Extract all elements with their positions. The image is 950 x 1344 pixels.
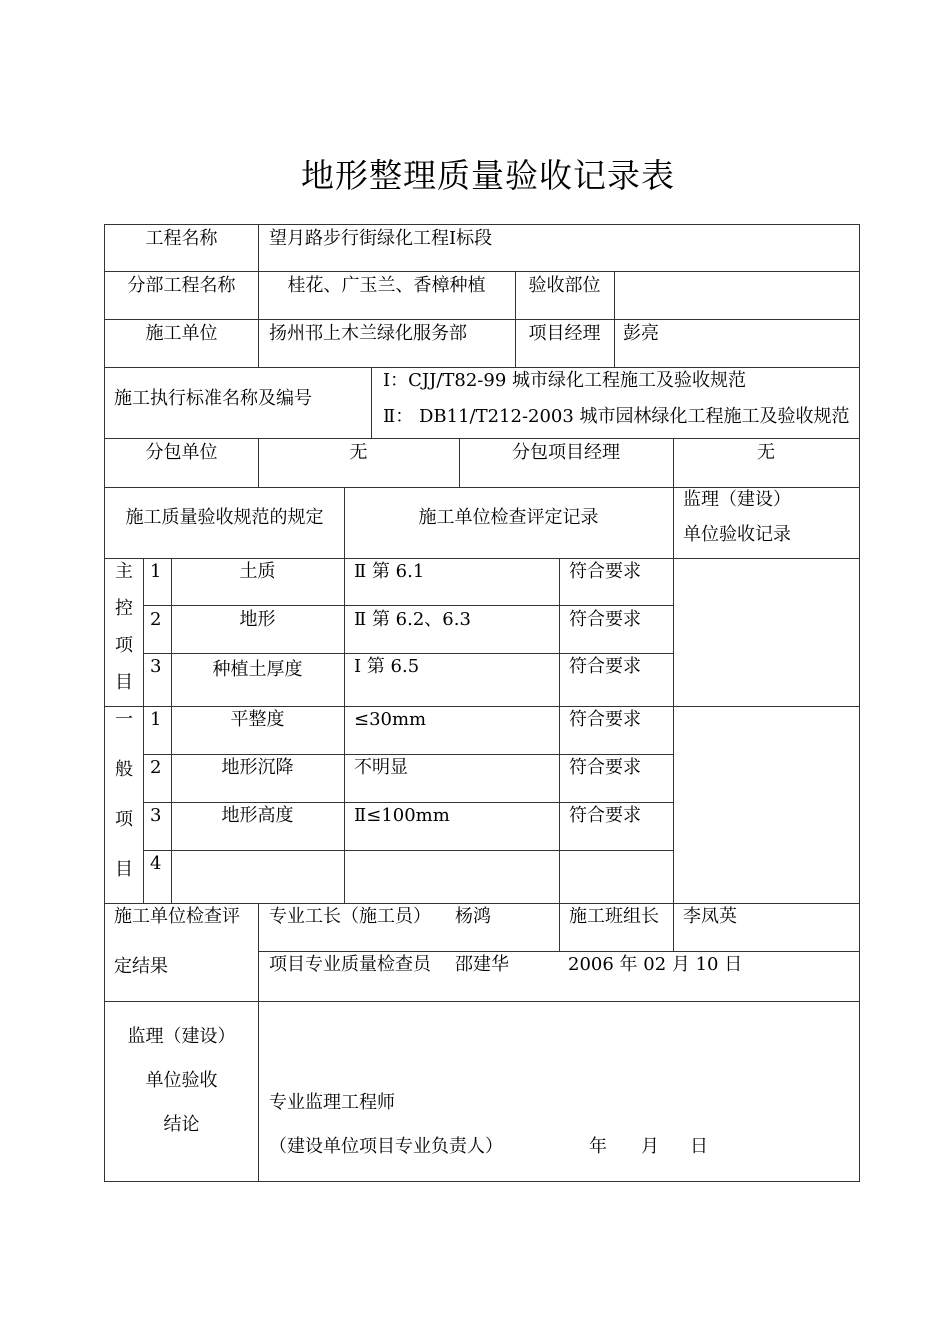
sign-day: 日 — [690, 1136, 708, 1157]
acceptance-part-label: 验收部位 — [528, 275, 601, 296]
general-group-char: 一 — [115, 709, 133, 730]
acceptance-form — [104, 224, 860, 1182]
inspector-label: 项目专业质量检查员 — [269, 954, 431, 975]
standard-label: 施工执行标准名称及编号 — [114, 388, 312, 409]
project-name-label: 工程名称 — [145, 228, 218, 249]
col-supervisor-header-1: 监理（建设） — [683, 489, 791, 510]
row-spec: Ⅱ 第 6.2、6.3 — [354, 609, 471, 630]
row-number: 1 — [150, 709, 162, 730]
main-group-char: 项 — [115, 635, 133, 656]
row-spec: Ⅰ 第 6.5 — [354, 656, 420, 677]
row-number: 2 — [150, 757, 162, 778]
subproject-label: 分部工程名称 — [127, 275, 236, 296]
project-manager-label: 项目经理 — [528, 323, 601, 344]
subproject-value: 桂花、广玉兰、香樟种植 — [287, 275, 486, 296]
general-group-char: 目 — [115, 859, 133, 880]
foreman-value: 杨鸿 — [455, 906, 491, 927]
foreman-label: 专业工长（施工员） — [269, 906, 431, 927]
row-number: 3 — [150, 656, 162, 677]
main-group-char: 主 — [115, 561, 133, 582]
sub-unit-value: 无 — [349, 442, 368, 463]
team-leader-label: 施工班组长 — [569, 906, 659, 927]
page-title: 地形整理质量验收记录表 — [301, 156, 675, 195]
project-manager-value: 彭亮 — [623, 323, 659, 344]
sub-unit-label: 分包单位 — [145, 442, 218, 463]
standard-1: Ⅰ：CJJ/T82-99 城市绿化工程施工及验收规范 — [383, 370, 746, 391]
row-number: 2 — [150, 609, 162, 630]
inspection-label-2: 定结果 — [114, 956, 168, 977]
team-leader-value: 李凤英 — [683, 906, 737, 927]
row-spec: ≤30mm — [354, 709, 427, 730]
sign-month: 月 — [641, 1136, 659, 1157]
standard-2: Ⅱ： DB11/T212-2003 城市园林绿化工程施工及验收规范 — [383, 406, 850, 427]
row-item: 土质 — [239, 561, 276, 582]
inspection-date: 2006 年 02 月 10 日 — [568, 954, 743, 975]
general-group-char: 般 — [115, 759, 133, 780]
row-result: 符合要求 — [569, 757, 641, 778]
main-group-char: 目 — [115, 672, 133, 693]
row-result: 符合要求 — [569, 805, 641, 826]
row-number: 1 — [150, 561, 162, 582]
conclusion-label-2: 单位验收 — [145, 1070, 218, 1091]
project-name-value: 望月路步行街绿化工程Ⅰ标段 — [269, 228, 493, 249]
owner-representative-label: （建设单位项目专业负责人） — [269, 1136, 503, 1157]
sub-pm-value: 无 — [757, 442, 775, 463]
row-result: 符合要求 — [569, 709, 641, 730]
col-supervisor-header-2: 单位验收记录 — [683, 524, 791, 545]
row-number: 3 — [150, 805, 162, 826]
row-result: 符合要求 — [569, 561, 641, 582]
contractor-value: 扬州邗上木兰绿化服务部 — [269, 323, 467, 344]
col-record-header: 施工单位检查评定记录 — [418, 507, 599, 528]
general-group-char: 项 — [115, 809, 133, 830]
conclusion-label-3: 结论 — [163, 1114, 200, 1135]
sub-pm-label: 分包项目经理 — [512, 442, 620, 463]
row-item: 地形沉降 — [221, 757, 294, 778]
inspector-value: 邵建华 — [455, 954, 509, 975]
row-item: 地形高度 — [221, 805, 294, 826]
conclusion-label-1: 监理（建设） — [127, 1026, 236, 1047]
row-number: 4 — [150, 853, 162, 874]
row-result: 符合要求 — [569, 656, 641, 677]
row-spec: Ⅱ≤100mm — [354, 805, 450, 826]
row-spec: Ⅱ 第 6.1 — [354, 561, 425, 582]
contractor-label: 施工单位 — [145, 323, 218, 344]
row-item: 种植土厚度 — [212, 659, 303, 680]
supervising-engineer-label: 专业监理工程师 — [269, 1092, 395, 1113]
main-group-char: 控 — [115, 598, 133, 619]
row-item: 平整度 — [230, 709, 285, 730]
row-item: 地形 — [239, 609, 276, 630]
row-spec: 不明显 — [354, 757, 408, 778]
sign-year: 年 — [589, 1136, 607, 1157]
inspection-label-1: 施工单位检查评 — [114, 906, 240, 927]
col-spec-header: 施工质量验收规范的规定 — [125, 507, 324, 528]
row-result: 符合要求 — [569, 609, 641, 630]
